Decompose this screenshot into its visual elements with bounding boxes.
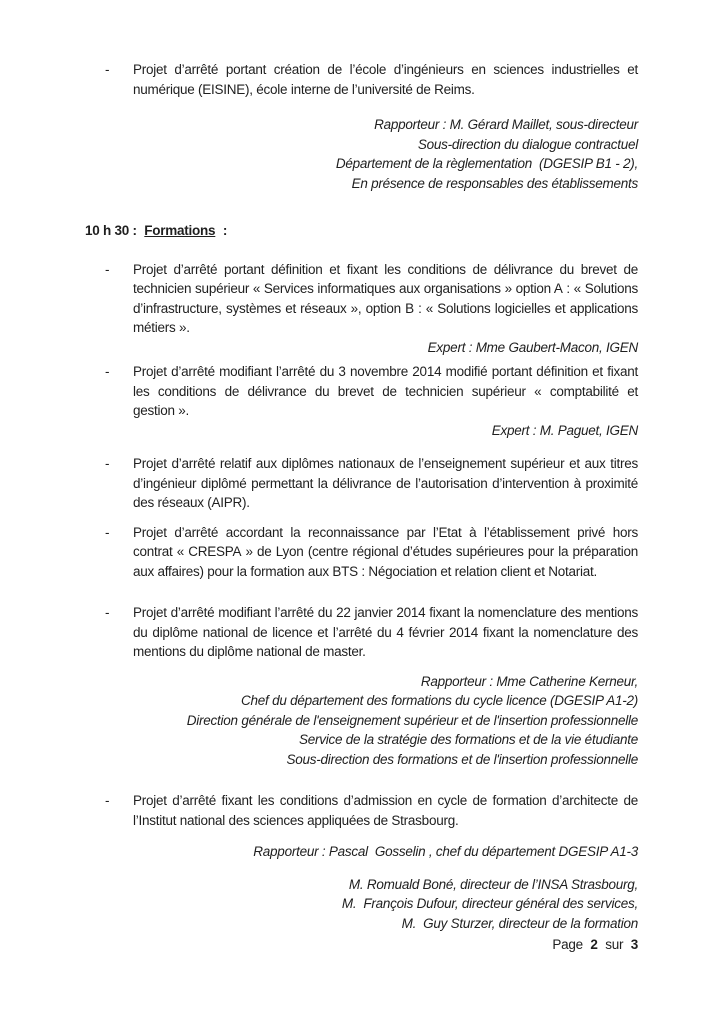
bullet-dash: - [105, 261, 110, 277]
credit-line: M. François Dufour, directeur général des services, [341, 896, 638, 911]
credit-line: Direction générale de l'enseignement supérieur et de l'insertion professionnelle [186, 712, 638, 728]
credit-line: Rapporteur : Mme Catherine Kerneur, [420, 673, 638, 689]
bullet-dash: - [105, 605, 110, 620]
bullet-dash: - [105, 456, 110, 471]
credit-line: Rapporteur : M. Gérard Maillet, sous-directeur [374, 117, 638, 132]
agenda-item-bts-services-informatiques [85, 260, 638, 338]
agenda-item-eisine [85, 60, 638, 99]
credit-line: Sous-direction du dialogue contractuel [417, 136, 638, 152]
heading-title: Formations [144, 223, 216, 238]
expert-line-gaubert-macon [85, 338, 638, 358]
attendees-block-insa [85, 875, 638, 934]
credit-line: Chef du département des formations du cycle licence (DGESIP A1-2) [241, 693, 638, 708]
agenda-item-text: Projet d’arrêté accordant la reconnaissance par l’Etat à l’établissement privé hors contrat « CRESPA » de Lyon (centre régional d’études supérieures pour la préparation aux affaires) pour la formation aux BTS : Négociation et relation client et Notariat. [133, 524, 638, 579]
agenda-item-text: Projet d’arrêté modifiant l’arrêté du 3 novembre 2014 modifié portant définition et fixant les conditions de délivrance du brevet de technicien supérieur « comptabilité et gestion ». [133, 364, 638, 418]
agenda-item-bts-comptabilite [85, 362, 638, 421]
credit-line: En présence de responsables des établissements [351, 175, 638, 191]
agenda-item-text: Projet d’arrêté modifiant l’arrêté du 22 janvier 2014 fixant la nomenclature des mentions du diplôme national de licence et l’arrêté du 4 février 2014 fixant la nomenclature des mentions du diplôme national de master. [133, 605, 638, 659]
credit-line: M. Guy Sturzer, directeur de la formation [401, 915, 638, 931]
credit-line: Expert : M. Paguet, IGEN [491, 422, 638, 438]
rapporteur-block-maillet [85, 115, 638, 193]
footer-total-pages: 3 [630, 937, 638, 952]
expert-line-paguet [85, 421, 638, 441]
agenda-item-aipr [85, 454, 638, 513]
agenda-item-crespa [85, 523, 638, 582]
agenda-item-insa-strasbourg [85, 791, 638, 830]
rapporteur-block-kerneur [85, 672, 638, 770]
bullet-dash: - [105, 62, 110, 77]
credit-line: Expert : Mme Gaubert-Macon, IGEN [427, 339, 638, 355]
agenda-item-text: Projet d’arrêté portant création de l’école d’ingénieurs en sciences industrielles et numérique (EISINE), école interne de l’université de Reims. [133, 62, 638, 97]
footer-label: Page [552, 937, 583, 952]
heading-suffix: : [222, 223, 228, 238]
agenda-item-text: Projet d’arrêté portant définition et fixant les conditions de délivrance du brevet de technicien supérieur « Services informatiques aux organisations » option A : « Solutions d’infrastructure, systèmes et réseaux », option B : « Solutions logicielles et applications métiers ». [133, 261, 638, 335]
agenda-item-text: Projet d’arrêté fixant les conditions d’admission en cycle de formation d’architecte de l’Institut national des sciences appliquées de Strasbourg. [133, 793, 638, 828]
credit-line: Rapporteur : Pascal Gosselin , chef du département DGESIP A1-3 [253, 844, 638, 859]
rapporteur-line-gosselin [85, 842, 638, 862]
credit-line: Département de la règlementation (DGESIP B1 - 2), [335, 156, 638, 171]
credit-line: Sous-direction des formations et de l'insertion professionnelle [286, 751, 638, 767]
section-heading-formations [85, 221, 638, 241]
bullet-dash: - [105, 793, 110, 808]
agenda-item-text: Projet d’arrêté relatif aux diplômes nationaux de l’enseignement supérieur et aux titres d’ingénieur diplômé permettant la délivrance de l’autorisation d’intervention à proximité des réseaux (AIPR). [133, 456, 638, 510]
footer-separator: sur [605, 937, 624, 952]
page-number-footer [85, 935, 638, 955]
agenda-item-nomenclature [85, 603, 638, 662]
footer-current-page: 2 [590, 937, 598, 952]
credit-line: Service de la stratégie des formations et de la vie étudiante [299, 732, 638, 747]
heading-time: 10 h 30 : [85, 223, 137, 238]
bullet-dash: - [105, 364, 110, 379]
bullet-dash: - [105, 524, 110, 540]
credit-line: M. Romuald Boné, directeur de l’INSA Strasbourg, [348, 876, 638, 892]
